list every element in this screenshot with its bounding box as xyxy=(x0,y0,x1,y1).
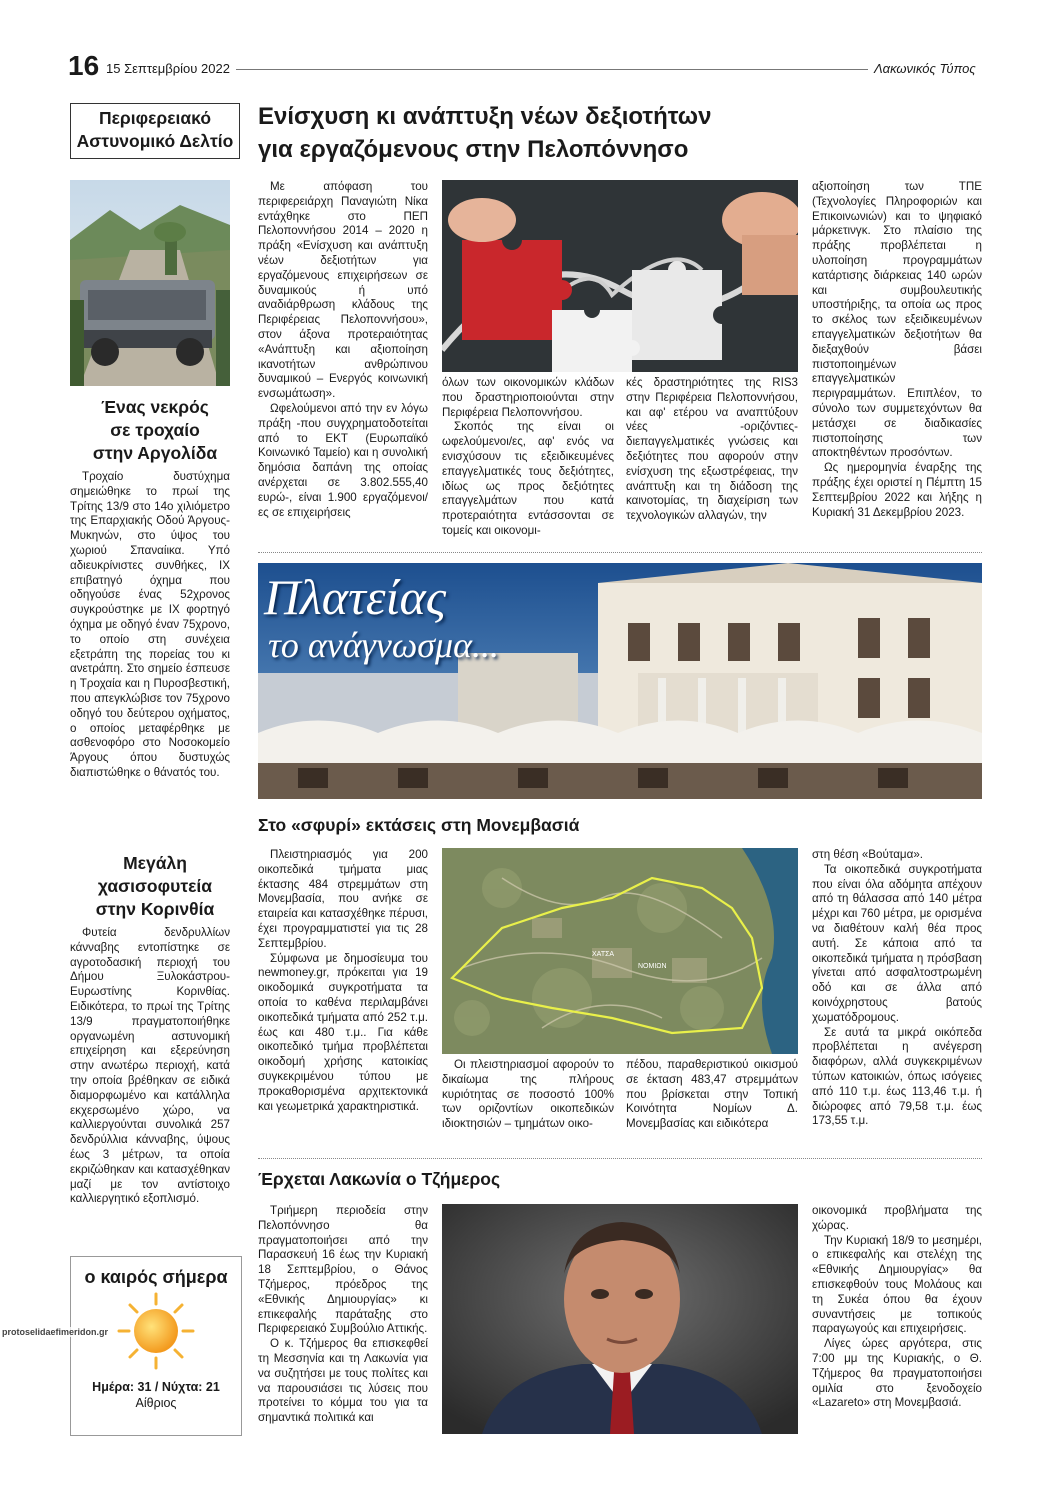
article2-col1-p2: Σύμφωνα με δημοσίευμα του newmoney.gr, πρόκειται για 19 οικοδομικά συγκροτήματα τα οποία το καθένα περιλαμβάνει οικοπεδικά τμήματα από 252 τ.μ. έως και 480 τ.μ.. Για κάθε οικοπεδικό τμήμα προβλέπεται οικοδομή χρήσης κατοικίας συγκεκριμένου τύπου με προκαθορισμένα αρχιτεκτονικά και γεωμετρικά χαρακτηριστικά. xyxy=(258,951,428,1113)
article3-col4 xyxy=(812,1204,982,1411)
article3-title: Έρχεται Λακωνία ο Τζήμερος xyxy=(258,1169,501,1189)
article2-col3 xyxy=(626,1058,798,1132)
map-label-2: ΝΟΜΙΩΝ xyxy=(638,963,667,970)
article2-title: Στο «σφυρί» εκτάσεις στη Μονεμβασιά xyxy=(258,815,580,835)
weather-box xyxy=(70,1256,242,1436)
article1-col3-p1: κές δραστηριότητες της RIS3 στην Περιφέρεια Πελοποννήσου, και αφ' ετέρου να αναπτύξουν νέες -οριζόντιες- διεπαγγελματικές γνώσεις και δεξιότητες που αφορούν στην ενίσχυση της εξωστρέφειας, την ανάπτυξη και τη διάδοση της καινοτομίας, τη διαχείριση των τεχνολογικών αλλαγών, την xyxy=(626,376,798,523)
article2-col3-p1: πέδου, παραθεριστικού οικισμού σε έκταση 483,47 στρεμμάτων που βρίσκεται στην Τοπική Κοινότητα Νομίων Δ. Μονεμβασίας και ειδικότερα xyxy=(626,1058,798,1131)
article1-title-line1: Ενίσχυση κι ανάπτυξη νέων δεξιοτήτων xyxy=(258,103,712,130)
weather-condition: Αίθριος xyxy=(135,1396,177,1410)
article1-col2-p2: Σκοπός της είναι οι ωφελούμενοι/ες, αφ' ενός να ενισχύσουν τις εξειδικευμένες επαγγελματικές τους δεξιότητες, ιδίως ως προς δεξιότητες επαγγελμάτων που κατά προτεραιότητα εντάσσονται σε τομείς και οικονομι- xyxy=(442,420,614,537)
story1-body xyxy=(70,470,230,781)
weather-title: ο καιρός σήμερα xyxy=(84,1267,228,1287)
article1-col1-p1: Με απόφαση του περιφερειάρχη Παναγιώτη Νίκα εντάχθηκε στο ΠΕΠ Πελοποννήσου 2014 – 2020 η πράξη «Ενίσχυση και ανάπτυξη νέων δεξιοτήτων για εργαζόμενους επιχειρήσεων σε δυναμικούς ή υπό αναδιάρθρωση κλάδους της Περιφέρειας Πελοποννήσου», στον άξονα προτεραιότητας «Ανάπτυξη και αξιοποίηση ικανοτήτων ανθρώπινου δυναμικού – Ενεργός κοινωνική ενσωμάτωση». xyxy=(258,180,428,401)
header-rule xyxy=(236,69,868,70)
sidebar-title-line2: Αστυνομικό Δελτίο xyxy=(76,131,234,151)
story1-body-text: Τροχαίο δυστύχημα σημειώθηκε το πρωί της Τρίτης 13/9 στο 14ο χιλιόμετρο της Επαρχιακής Οδού Άργους-Μυκηνών, στο ύψος του χωριού Σπαναίικα. Υπό αδιευκρίνιστες συνθήκες, ΙΧ επιβατηγό όχημα που οδηγούσε ένας 52χρονος συγκρούστηκε με ΙΧ φορτηγό όχημα με οδηγό έναν 75χρονο, το οποίο στη συνέχεια εξετράπη της πορείας του κι ανετράπη. Στο σημείο έσπευσε η Τροχαία και η Πυροσβεστική, που απεγκλώβισε τον 75χρονο οδηγό του δεύτερου οχήματος, ο οποίος μεταφέρθηκε με ασθενοφόρο στο Νοσοκομείο Άργους όπου δυστυχώς διαπιστώθηκε ο θάνατός του. xyxy=(70,470,230,779)
header-date: 15 Σεπτεμβρίου 2022 xyxy=(106,61,230,76)
article2-col4 xyxy=(812,848,982,1129)
aerial-map xyxy=(442,848,798,1054)
article1-col1-p2: Ωφελούμενοι από την εν λόγω πράξη -που συγχρηματοδοτείται από το ΕΚΤ (Ευρωπαϊκό Κοινωνικό Ταμείο) και η συνολική δημόσια δαπάνη της οποίας ανέρχεται σε 3.802.555,40 ευρώ-, είναι 1.900 εργαζόμενοι/ες σε επιχειρήσεις xyxy=(258,401,428,519)
article1-col4-p2: Ως ημερομηνία έναρξης της πράξης έχει οριστεί η Πέμπτη 15 Σεπτεμβρίου 2022 και λήξης η Κυριακή 31 Δεκεμβρίου 2023. xyxy=(812,461,982,519)
article2-col2 xyxy=(442,1058,614,1132)
article1-col2 xyxy=(442,376,614,539)
story1-title xyxy=(70,396,240,465)
article1-divider xyxy=(258,552,982,553)
banner-title-line1: Πλατείας xyxy=(264,569,447,625)
article2-col1-p1: Πλειστηριασμός για 200 οικοπεδικά τμήματα μιας έκτασης 484 στρεμμάτων στη Μονεμβασία, που ανήκε σε εταιρεία και κατασχέθηκε πέρυσι, έχει προγραμματιστεί για τις 28 Σεπτεμβρίου. xyxy=(258,848,428,950)
story2-title-line2: χασισοφυτεία xyxy=(97,876,213,896)
article3-col4-p3: Λίγες ώρες αργότερα, στις 7:00 μμ της Κυριακής, ο Θ. Τζήμερος θα πραγματοποιήσει ομιλία στο ξενοδοχείο «Lazareto» στη Μονεμβασιά. xyxy=(812,1337,982,1410)
story2-body xyxy=(70,926,230,1207)
article2-col4-p2: Τα οικοπεδικά συγκροτήματα που είναι όλα αδόμητα απέχουν από τη θάλασσα από 140 μέτρα μέχρι και 760 μέτρα, με ορισμένα να διαθέτουν καλή θέα προς αυτή. Σε κάποια από τα οικοπεδικά τμήματα η πρόσβαση γίνεται από ασφαλτοστρωμένη οδό και σε άλλα από κοινόχρηστους βατούς χωματόδρομους. xyxy=(812,862,982,1024)
article3-col4-p2: Την Κυριακή 18/9 το μεσημέρι, ο επικεφαλής και στελέχη της «Εθνικής Δημιουργίας» θα επισκεφθούν τους Μολάους και τη Συκέα όπου θα έχουν συναντήσεις με τοπικούς παραγωγούς και επιχειρήσεις. xyxy=(812,1233,982,1336)
article2-col4-p3: Σε αυτά τα μικρά οικόπεδα προβλέπεται η ανέγερση διαφόρων, αλλά συγκεκριμένων τύπων κατοικιών, όπως ισόγειες από 110 τ.μ. έως 113,46 τ.μ. ή διώροφες από 79,58 τ.μ. έως 173,55 τ.μ. xyxy=(812,1025,982,1128)
story1-title-line1: Ένας νεκρός xyxy=(101,397,209,417)
article1-title-line2: για εργαζόμενους στην Πελοπόννησο xyxy=(258,136,689,163)
article1-col4 xyxy=(812,180,982,520)
header-publication: Λακωνικός Τύπος xyxy=(874,61,976,76)
article2-divider xyxy=(258,1158,982,1159)
sidebar-title-box xyxy=(70,103,240,159)
article3-col1 xyxy=(258,1204,428,1426)
article1-title xyxy=(258,100,711,166)
story1-title-line3: στην Αργολίδα xyxy=(92,443,218,463)
sun-icon xyxy=(111,1292,201,1370)
portrait-photo xyxy=(442,1204,798,1434)
article1-col2-p1: όλων των οικονομικών κλάδων που δραστηριοποιούνται στην Περιφέρεια Πελοποννήσου. xyxy=(442,376,614,419)
puzzle-photo xyxy=(442,180,798,372)
sidebar-title-line1: Περιφερειακό xyxy=(98,108,212,128)
story2-title-line1: Μεγάλη xyxy=(123,853,187,873)
map-label-1: ΧΑΤΣΑ xyxy=(592,951,615,958)
article1-col1 xyxy=(258,180,428,520)
article2-col4-p1: στη θέση «Βούταμα». xyxy=(812,848,923,861)
page-number: 16 xyxy=(68,50,100,81)
banner-photo xyxy=(258,563,982,799)
article1-col3 xyxy=(626,376,798,524)
article2-col1 xyxy=(258,848,428,1114)
accident-photo xyxy=(70,180,230,386)
story2-title-line3: στην Κορινθία xyxy=(95,899,215,919)
article3-col4-p1: οικονομικά προβλήματα της χώρας. xyxy=(812,1204,982,1232)
article3-col1-p2: Ο κ. Τζήμερος θα επισκεφθεί τη Μεσσηνία και τη Λακωνία για να συζητήσει με τους πολίτες και να παρουσιάσει τις λύσεις που προτείνει το κόμμα του για τα σημαντικά πολιτικά και xyxy=(258,1337,428,1425)
article1-col4-p1: αξιοποίηση των ΤΠΕ (Τεχνολογίες Πληροφοριών και Επικοινωνιών) και το ψηφιακό μάρκετινγκ. Στο πλαίσιο της πράξης προβλέπεται η υλοποίηση προγραμμάτων κατάρτισης διάρκειας 140 ωρών και συμβουλευτικής υποστήριξης, τα οποία ως προς το σκέλος των εξειδικευμένων επαγγελματικών δεξιοτήτων θα διεξαχθούν βάσει πιστοποιημένων επαγγελματικών περιγραμμάτων. Επιπλέον, το σύνολο των συμμετεχόντων θα μετάσχει σε διαδικασίες πιστοποίησης των αποκτηθέντων προσόντων. xyxy=(812,180,982,460)
banner-title-line2: το ανάγνωσμα... xyxy=(268,625,499,665)
story2-title xyxy=(70,852,240,921)
story2-body-text: Φυτεία δενδρυλλίων κάνναβης εντοπίστηκε σε αγροτοδασική περιοχή του Δήμου Ξυλοκάστρου-Ευρωστίνης Κορινθίας. Ειδικότερα, το πρωί της Τρίτης 13/9 πραγματοποιήθηκε οργανωμένη αστυνομική επιχείρηση και εξερεύνηση στην ανωτέρω περιοχή, κατά την οποία βρέθηκαν σε ειδικά διαμορφωμένο και κατάλληλα εκχερσωμένο χώρο, να καλλιεργούνται συνολικά 257 δενδρύλλια κάνναβης, ύψους έως 3 μέτρων, τα οποία εκριζώθηκαν και κατασχέθηκαν μαζί με τον αντίστοιχο καλλιεργητικό εξοπλισμό. xyxy=(70,926,230,1206)
story1-title-line2: σε τροχαίο xyxy=(110,420,200,440)
article2-col2-p1: Οι πλειστηριασμοί αφορούν το δικαίωμα της πλήρους κυριότητας σε ποσοστό 100% των οριζοντίων οικοπεδικών ιδιοκτησιών – τμημάτων οικο- xyxy=(442,1058,614,1131)
watermark: protoselidaefimeridon.gr xyxy=(2,1327,109,1337)
article3-col1-p1: Τριήμερη περιοδεία στην Πελοπόννησο θα πραγματοποιήσει από την Παρασκευή 16 έως την Κυριακή 18 Σεπτεμβρίου, ο Θάνος Τζήμερος, πρόεδρος της «Εθνικής Δημιουργίας» κι επικεφαλής παράταξης στο Περιφερειακό Συμβούλιο Αττικής. xyxy=(258,1204,428,1336)
weather-temps: Ημέρα: 31 / Νύχτα: 21 xyxy=(92,1380,220,1394)
